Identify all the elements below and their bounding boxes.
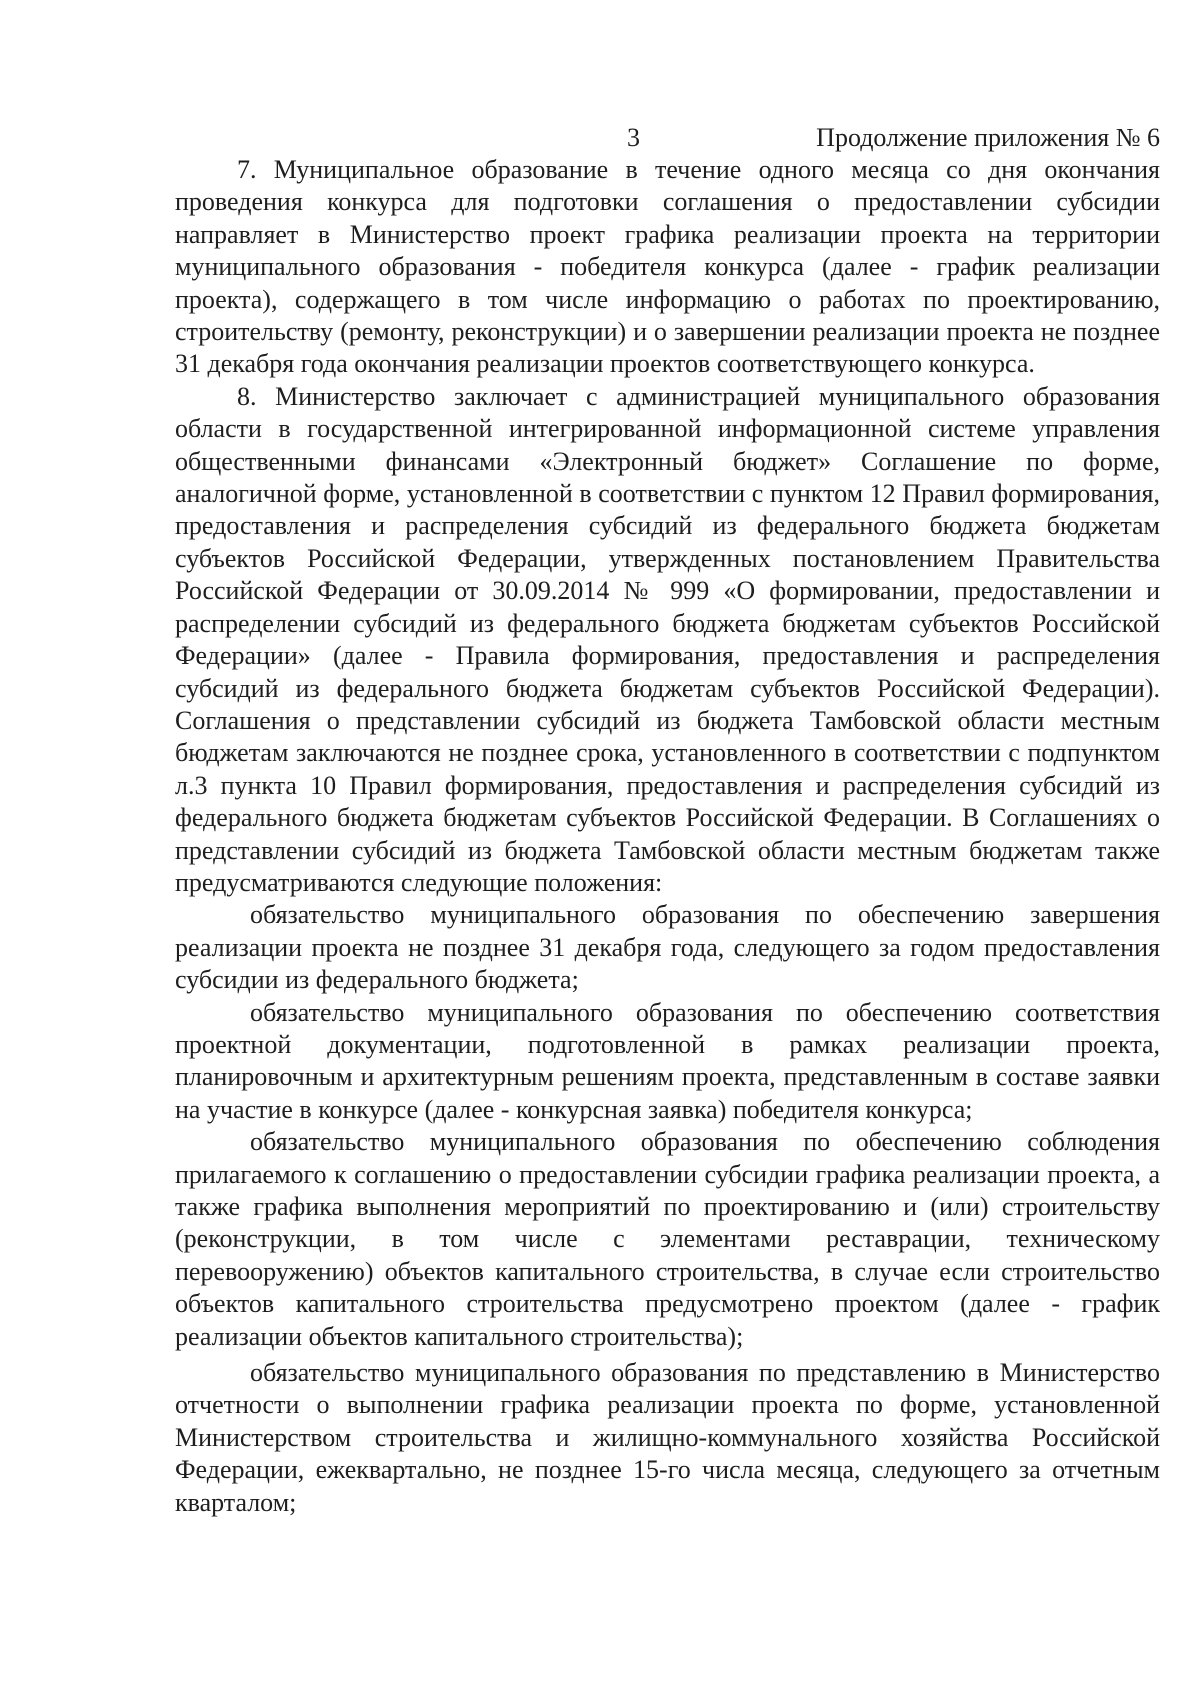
obligation-reporting: обязательство муниципального образования по представлению в Министерство отчетности о выполнении графика реализации проекта по форме, установленной Министерством строительства и жилищно-коммунального хозяйства Российской Федерации, ежеквартально, не позднее 15-го числа месяца, следующего за отчетным кварталом;	[175, 1358, 1160, 1517]
appendix-continuation-note: Продолжение приложения № 6	[816, 123, 1160, 152]
paragraph-item-7: 7. Муниципальное образование в течение одного месяца со дня окончания проведения конкурса для подготовки соглашения о предоставлении субсидии направляет в Министерство проект графика реализации проекта на территории муниципального образования - победителя конкурса (далее - график реализации проекта), содержащего в том числе информацию о работах по проектированию, строительству (ремонту, реконструкции) и о завершении реализации проекта не позднее 31 декабря года окончания реализации проектов соответствующего конкурса.	[175, 155, 1160, 379]
page-number: 3	[627, 123, 640, 152]
obligation-project-completion: обязательство муниципального образования по обеспечению завершения реализации проекта не позднее 31 декабря года, следующего за годом предоставления субсидии из федерального бюджета;	[175, 900, 1160, 995]
document-body	[175, 154, 1160, 1519]
paragraph-item-8: 8. Министерство заключает с администрацией муниципального образования области в государственной интегрированной информационной системе управления общественными финансами «Электронный бюджет» Соглашение по форме, аналогичной форме, установленной в соответствии с пунктом 12 Правил формирования, предоставления и распределения субсидий из федерального бюджета бюджетам субъектов Российской Федерации, утвержденных постановлением Правительства Российской Федерации от 30.09.2014 № 999 «О формировании, предоставлении и распределении субсидий из федерального бюджета бюджетам субъектов Российской Федерации» (далее - Правила формирования, предоставления и распределения субсидий из федерального бюджета бюджетам субъектов Российской Федерации). Соглашения о представлении субсидий из бюджета Тамбовской области местным бюджетам заключаются не позднее срока, установленного в соответствии с подпунктом л.3 пункта 10 Правил формирования, предоставления и распределения субсидий из федерального бюджета бюджетам субъектов Российской Федерации. В Соглашениях о представлении субсидий из бюджета Тамбовской области местным бюджетам также предусматриваются следующие положения:	[175, 381, 1160, 897]
obligation-design-compliance: обязательство муниципального образования по обеспечению соответствия проектной документации, подготовленной в рамках реализации проекта, планировочным и архитектурным решениям проекта, представленным в составе заявки на участие в конкурсе (далее - конкурсная заявка) победителя конкурса;	[175, 997, 1160, 1124]
page-header	[175, 118, 1160, 158]
obligation-schedule-adherence: обязательство муниципального образования по обеспечению соблюдения прилагаемого к соглашению о предоставлении субсидии графика реализации проекта, а также графика выполнения мероприятий по проектированию и (или) строительству (реконструкции, в том числе с элементами реставрации, техническому перевооружению) объектов капитального строительства, в случае если строительство объектов капитального строительства предусмотрено проектом (далее - график реализации объектов капитального строительства);	[175, 1127, 1160, 1351]
